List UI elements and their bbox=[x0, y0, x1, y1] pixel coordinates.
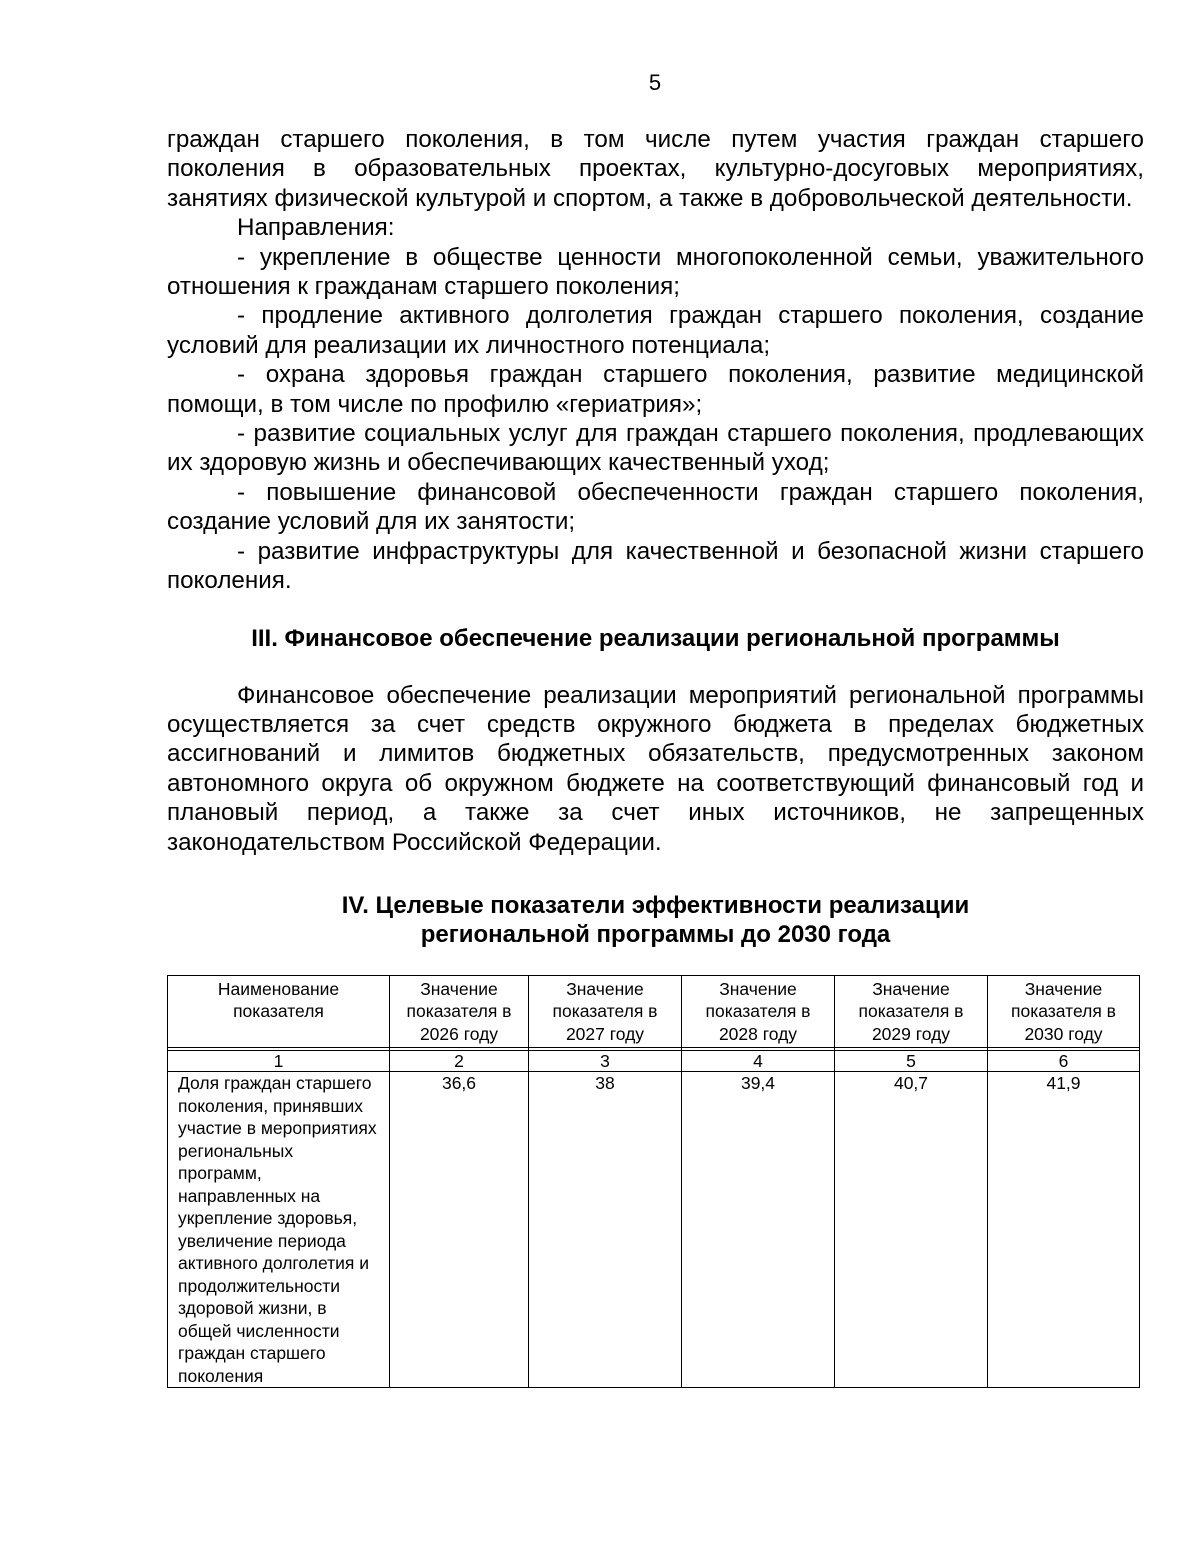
section3-title: III. Финансовое обеспечение реализации региональной программы bbox=[251, 624, 1060, 652]
indicator-value-2028: 39,4 bbox=[682, 1072, 835, 1388]
direction-item: - повышение финансовой обеспеченности граждан старшего поколения, создание условий для их занятости; bbox=[167, 478, 1144, 536]
table-header-cell: Значение показателя в 2029 году bbox=[835, 975, 988, 1048]
table-header-row bbox=[168, 975, 1140, 1048]
direction-item: - продление активного долголетия граждан старшего поколения, создание условий для реализации их личностного потенциала; bbox=[167, 302, 1144, 359]
section3-text: Финансовое обеспечение реализации мероприятий региональной программы осуществляется за счет средств окружного бюджета в пределах бюджетных ассигнований и лимитов бюджетных обязательств, предусмотренных законом автономного округа об окружном бюджете на соответствующий финансовый год и плановый период, а также за счет иных источников, не запрещенных законодательством Российской Федерации. bbox=[167, 681, 1144, 856]
column-number: 1 bbox=[168, 1051, 390, 1072]
directions-label: Направления: bbox=[237, 214, 395, 242]
column-number: 6 bbox=[988, 1051, 1140, 1072]
page-number: 5 bbox=[648, 70, 662, 95]
table-header-cell: Значение показателя в 2028 году bbox=[682, 975, 835, 1048]
table-header-cell: Значение показателя в 2026 году bbox=[390, 975, 529, 1048]
column-number: 3 bbox=[529, 1051, 682, 1072]
column-number: 5 bbox=[835, 1051, 988, 1072]
intro-paragraph: граждан старшего поколения, в том числе путем участия граждан старшего поколения в образовательных проектах, культурно-досуговых мероприятиях, занятиях физической культурой и спортом, а также в добровольческой деятельности. bbox=[167, 126, 1144, 212]
indicator-name: Доля граждан старшего поколения, принявших участие в мероприятиях региональных программ, направленных на укрепление здоровья, увеличение периода активного долголетия и продолжительности здоровой жизни, в общей численности граждан старшего поколения bbox=[168, 1072, 390, 1388]
direction-item: - охрана здоровья граждан старшего поколения, развитие медицинской помощи, в том числе по профилю «гериатрия»; bbox=[167, 361, 1144, 418]
table-row bbox=[168, 1072, 1140, 1388]
indicator-value-2026: 36,6 bbox=[390, 1072, 529, 1388]
table-header-cell: Наименование показателя bbox=[168, 975, 390, 1048]
section4-title bbox=[167, 891, 1144, 949]
indicators-table bbox=[167, 975, 1140, 1389]
table-header-cell: Значение показателя в 2030 году bbox=[988, 975, 1140, 1048]
direction-item: - развитие социальных услуг для граждан старшего поколения, продлевающих их здоровую жизнь и обеспечивающих качественный уход; bbox=[167, 420, 1144, 477]
indicator-value-2030: 41,9 bbox=[988, 1072, 1140, 1388]
table-header-cell: Значение показателя в 2027 году bbox=[529, 975, 682, 1048]
direction-item: - укрепление в обществе ценности многопоколенной семьи, уважительного отношения к гражданам старшего поколения; bbox=[167, 243, 1144, 301]
section4-title-line2: региональной программы до 2030 года bbox=[420, 920, 891, 948]
column-number: 2 bbox=[390, 1051, 529, 1072]
indicator-value-2029: 40,7 bbox=[835, 1072, 988, 1388]
directions-list bbox=[167, 243, 1144, 596]
indicator-value-2027: 38 bbox=[529, 1072, 682, 1388]
section4-title-line1: IV. Целевые показатели эффективности реализации bbox=[341, 891, 970, 919]
column-number: 4 bbox=[682, 1051, 835, 1072]
direction-item: - развитие инфраструктуры для качественной и безопасной жизни старшего поколения. bbox=[167, 537, 1144, 595]
document-body bbox=[167, 125, 1144, 1388]
table-column-numbers-row bbox=[168, 1051, 1140, 1072]
